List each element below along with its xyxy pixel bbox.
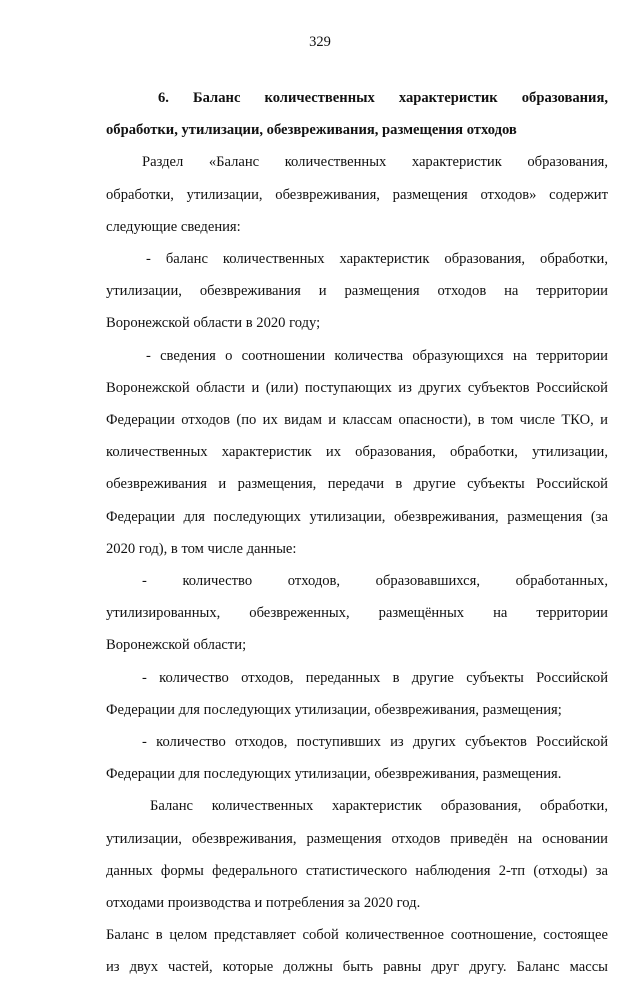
- text-line: из двух частей, которые должны быть равны друг другу. Баланс массы: [106, 959, 608, 976]
- text-line: Федерации для последующих утилизации, обезвреживания, размещения.: [106, 766, 562, 783]
- heading-line: обработки, утилизации, обезвреживания, размещения отходов: [106, 122, 517, 139]
- text-line: следующие сведения:: [106, 218, 241, 235]
- list-subitem-received: [106, 726, 608, 790]
- text-line: количественных характеристик их образования, обработки, утилизации,: [106, 444, 608, 461]
- text-line: Федерации отходов (по их видам и классам опасности), в том числе ТКО, и: [106, 412, 608, 429]
- list-item-balance: [106, 243, 608, 340]
- text-line: - количество отходов, переданных в другие субъекты Российской: [142, 669, 608, 686]
- text-line: обезвреживания и размещения, передачи в другие субъекты Российской: [106, 476, 608, 493]
- heading-line: 6. Баланс количественных характеристик образования,: [158, 90, 608, 106]
- section-heading: [106, 82, 608, 146]
- page-number: 329: [309, 34, 331, 50]
- text-line: Федерации для последующих утилизации, обезвреживания, размещения (за: [106, 508, 608, 525]
- text-line: обработки, утилизации, обезвреживания, размещения отходов» содержит: [106, 186, 608, 203]
- paragraph-source: [106, 790, 608, 919]
- text-line: 2020 год), в том числе данные:: [106, 540, 297, 557]
- text-line: - количество отходов, поступивших из других субъектов Российской: [142, 734, 608, 751]
- text-line: - количество отходов, образовавшихся, обработанных,: [142, 573, 608, 590]
- text-line: утилизированных, обезвреженных, размещённых на территории: [106, 605, 608, 622]
- text-line: Воронежской области в 2020 году;: [106, 315, 321, 332]
- text-line: данных формы федерального статистического наблюдения 2-тп (отходы) за: [106, 862, 608, 879]
- text-line: отходами производства и потребления за 2020 год.: [106, 895, 421, 912]
- list-subitem-generated: [106, 565, 608, 662]
- text-line: Воронежской области;: [106, 637, 247, 654]
- text-line: Воронежской области и (или) поступающих из других субъектов Российской: [106, 379, 608, 396]
- text-line: утилизации, обезвреживания, размещения отходов приведён на основании: [106, 830, 608, 847]
- text-line: Раздел «Баланс количественных характеристик образования,: [142, 154, 608, 171]
- paragraph-balance-definition: [106, 919, 608, 983]
- text-line: - сведения о соотношении количества образующихся на территории: [146, 347, 608, 364]
- text-line: Баланс в целом представляет собой количественное соотношение, состоящее: [106, 927, 608, 944]
- page-content: [106, 82, 608, 984]
- list-subitem-transferred: [106, 662, 608, 726]
- text-line: - баланс количественных характеристик образования, обработки,: [146, 251, 608, 268]
- text-line: Баланс количественных характеристик образования, обработки,: [150, 798, 608, 815]
- text-line: Федерации для последующих утилизации, обезвреживания, размещения;: [106, 701, 562, 718]
- paragraph-intro: [106, 146, 608, 243]
- text-line: утилизации, обезвреживания и размещения отходов на территории: [106, 283, 608, 300]
- list-item-ratio: [106, 340, 608, 565]
